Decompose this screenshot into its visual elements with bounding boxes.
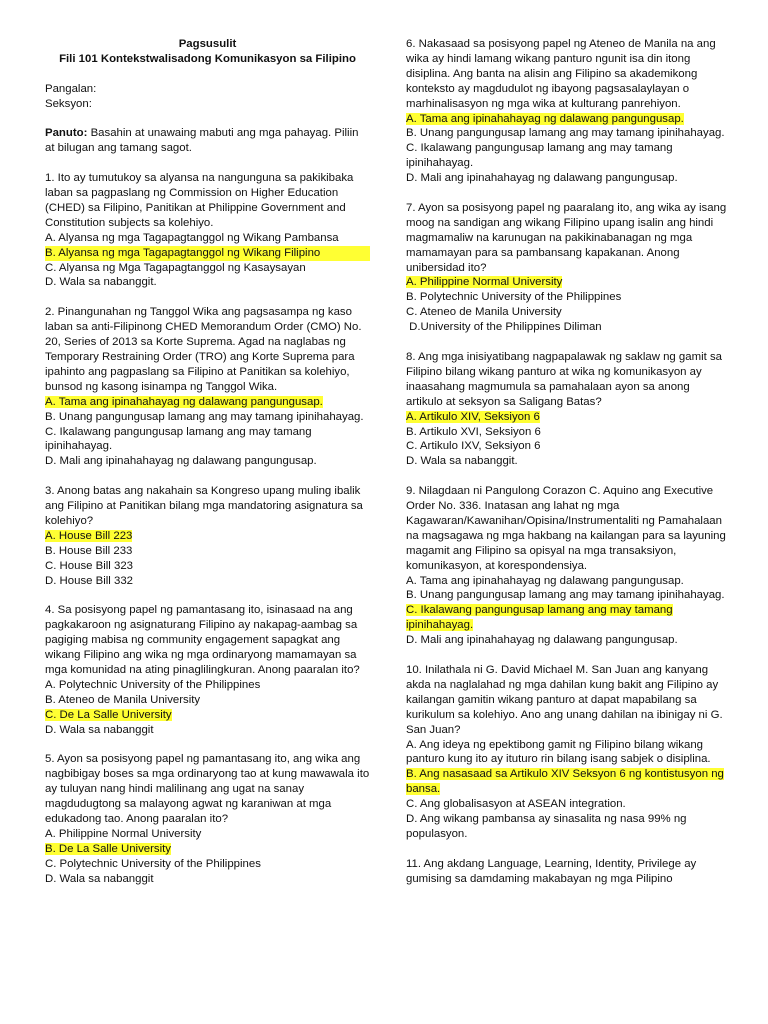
question-1 [45, 171, 370, 290]
option-d[interactable]: D. Mali ang ipinahahayag ng dalawang pangungusap. [406, 634, 678, 647]
question-4 [45, 603, 370, 737]
question-text: 1. Ito ay tumutukoy sa alyansa na nangunguna sa pakikibaka laban sa pagpaslang ng Commission on Higher Education (CHED) sa Filipino, Panitikan at Philippine Government and Constitution subjects sa kolehiyo. [45, 172, 354, 229]
option-c[interactable]: C. Ateneo de Manila University [406, 306, 562, 319]
option-d[interactable]: D. Wala sa nabanggit. [406, 455, 518, 468]
option-b[interactable]: B. Polytechnic University of the Philippines [406, 291, 622, 304]
option-a-answer[interactable]: A. Tama ang ipinahahayag ng dalawang pangungusap. [45, 395, 323, 408]
option-d[interactable]: D. Wala sa nabanggit. [45, 276, 157, 289]
option-b[interactable]: B. Unang pangungusap lamang ang may tamang ipinihahayag. [406, 589, 725, 602]
option-d[interactable]: D. Wala sa nabanggit [45, 872, 154, 885]
option-b[interactable]: B. Artikulo XVI, Seksiyon 6 [406, 425, 541, 438]
name-label: Pangalan: [45, 82, 97, 95]
document-header [45, 37, 370, 67]
option-d[interactable]: D. Mali ang ipinahahayag ng dalawang pangungusap. [406, 172, 678, 185]
option-d[interactable]: D. Mali ang ipinahahayag ng dalawang pangungusap. [45, 455, 317, 468]
question-text: 11. Ang akdang Language, Learning, Identity, Privilege ay gumising sa damdaming makabayan ng mga Pilipino [406, 857, 697, 885]
option-c[interactable]: C. House Bill 323 [45, 559, 134, 572]
option-c[interactable]: C. Ikalawang pangungusap lamang ang may tamang ipinihahayag. [45, 425, 312, 453]
option-b[interactable]: B. Unang pangungusap lamang ang may tamang ipinihahayag. [45, 410, 364, 423]
option-d[interactable]: D. House Bill 332 [45, 574, 134, 587]
option-c[interactable]: C. Polytechnic University of the Philippines [45, 857, 261, 870]
option-a[interactable]: A. Philippine Normal University [45, 827, 202, 840]
option-a-answer[interactable]: A. House Bill 223 [45, 529, 133, 542]
question-8 [406, 350, 728, 469]
option-c[interactable]: C. Alyansa ng Mga Tagapagtanggol ng Kasaysayan [45, 261, 306, 274]
instructions-label: Panuto: [45, 127, 88, 140]
option-c-answer[interactable]: C. Ikalawang pangungusap lamang ang may tamang ipinihahayag. [406, 604, 673, 632]
question-10 [406, 663, 728, 842]
question-text: 3. Anong batas ang nakahain sa Kongreso upang muling ibalik ang Filipino at Panitikan bilang mga mandatoring asignatura sa kolehiyo? [45, 485, 363, 527]
option-a[interactable]: A. Tama ang ipinahahayag ng dalawang pangungusap. [406, 574, 684, 587]
question-text: 9. Nilagdaan ni Pangulong Corazon C. Aquino ang Executive Order No. 336. Inatasan ang lahat ng mga Kagawaran/Kawanihan/Opisina/Instrumentaliti ng Pamahalaan na magsagawa ng mga hakbang na kailangan para sa layuning magamit ang Filipino sa opisyal na mga transaksiyon, komunikasyon, at korespondensiya. [406, 485, 726, 572]
option-a[interactable]: A. Ang ideya ng epektibong gamit ng Filipino bilang wikang panturo kung ito ay ituturo rin bilang isang sabjek o disiplina. [406, 738, 711, 766]
question-6 [406, 37, 728, 186]
question-2 [45, 305, 370, 469]
option-c-answer[interactable]: C. De La Salle University [45, 708, 172, 721]
option-c[interactable]: C. Ikalawang pangungusap lamang ang may tamang ipinihahayag. [406, 142, 673, 170]
option-b[interactable]: B. House Bill 233 [45, 544, 133, 557]
option-b[interactable]: B. Ateneo de Manila University [45, 693, 201, 706]
question-3 [45, 484, 370, 588]
course-title: Fili 101 Kontekstwalisadong Komunikasyon sa Filipino [59, 52, 356, 65]
option-d[interactable]: D.University of the Philippines Diliman [406, 321, 602, 334]
option-b-answer[interactable]: B. Ang nasasaad sa Artikulo XIV Seksyon 6 ng kontistusyon ng bansa. [406, 768, 724, 796]
option-a-answer[interactable]: A. Philippine Normal University [406, 276, 563, 289]
question-7 [406, 201, 728, 335]
question-9 [406, 484, 728, 648]
question-text: 7. Ayon sa posisyong papel ng paaralang ito, ang wika ay isang moog na sandigan ang wikang Filipino upang isalin ang hindi magmamaliw na karunugan na pakikinabanagan ng mga mamamayan para sa pambansang kapakanan. Anong unibersidad ito? [406, 201, 727, 274]
option-a[interactable]: A. Polytechnic University of the Philippines [45, 678, 261, 691]
section-label: Seksyon: [45, 97, 92, 110]
option-b[interactable]: B. Unang pangungusap lamang ang may tamang ipinihahayag. [406, 127, 725, 140]
option-b-answer[interactable]: B. De La Salle University [45, 842, 171, 855]
question-text: 5. Ayon sa posisyong papel ng pamantasang ito, ang wika ang nagbibigay boses sa mga ordinaryong tao at kung mawawala ito ay tuluyan nang hindi malilinang ang ugat na sanay magdudugtong sa malayong agwat ng karaniwan at mga edukadong tao. Anong paaralan ito? [45, 753, 370, 826]
option-a[interactable]: A. Alyansa ng mga Tagapagtanggol ng Wikang Pambansa [45, 231, 339, 244]
question-text: 4. Sa posisyong papel ng pamantasang ito, isinasaad na ang pagkakaroon ng asignaturang Filipino ay nakapag-aambag sa pagiging mabisa ng community engagement sapagkat ang wikang Filipino ang wika ng mga ordinaryong mamamayan sa mga komunidad na ating pinaglilingkuran. Anong paaralan ito? [45, 604, 360, 676]
left-column [45, 37, 370, 901]
instructions [45, 126, 370, 156]
question-11 [406, 857, 728, 887]
option-a-answer[interactable]: A. Tama ang ipinahahayag ng dalawang pangungusap. [406, 112, 684, 125]
option-b-answer[interactable]: B. Alyansa ng mga Tagapagtanggol ng Wikang Filipino [45, 246, 370, 261]
question-text: 6. Nakasaad sa posisyong papel ng Ateneo de Manila na ang wika ay hindi lamang wikang panturo ngunit isa din itong disiplina. Ang banta na alisin ang Filipino sa akademikong konteksto ay magdudulot ng ibayong pagsasalaylayan o marhinalisasyon ng mga wika at kulturang panrehiyon. [406, 38, 716, 110]
option-d[interactable]: D. Ang wikang pambansa ay sinasalita ng nasa 99% ng populasyon. [406, 813, 687, 840]
option-c[interactable]: C. Ang globalisasyon at ASEAN integration. [406, 798, 626, 811]
right-column [406, 37, 728, 887]
option-d[interactable]: D. Wala sa nabanggit [45, 723, 154, 736]
question-text: 2. Pinangunahan ng Tanggol Wika ang pagsasampa ng kaso laban sa anti-Filipinong CHED Memorandum Order (CMO) No. 20, Series of 2013 sa Korte Suprema. Agad na naglabas ng Temporary Restraining Order (TRO) ang Korte Suprema para ipahinto ang pagpaslang sa Filipino at Panitikan sa kolehiyo, bunsod ng kasong isinampa ng Tanggol Wika. [45, 306, 362, 393]
question-text: 8. Ang mga inisiyatibang nagpapalawak ng saklaw ng gamit sa Filipino bilang wikang panturo at wika ng komunikasyon ay inaasahang magmumula sa pamahalaan ayon sa anong artikulo at seksyon sa Saligang Batas? [406, 351, 722, 408]
question-text: 10. Inilathala ni G. David Michael M. San Juan ang kanyang akda na naglalahad ng mga dahilan kung bakit ang Filipino ay kailangan gamitin wikang panturo at dapat mapabilang sa kurikulum sa kolehiyo. Ano ang unang dahilan na ibinigay ni G. San Juan? [406, 664, 723, 736]
question-5 [45, 752, 370, 886]
option-a-answer[interactable]: A. Artikulo XIV, Seksiyon 6 [406, 410, 540, 423]
option-c[interactable]: C. Artikulo IXV, Seksiyon 6 [406, 440, 541, 453]
page-title: Pagsusulit [178, 38, 237, 50]
instructions-text: Basahin at unawaing mabuti ang mga pahayag. Piliin at bilugan ang tamang sagot. [45, 127, 359, 155]
